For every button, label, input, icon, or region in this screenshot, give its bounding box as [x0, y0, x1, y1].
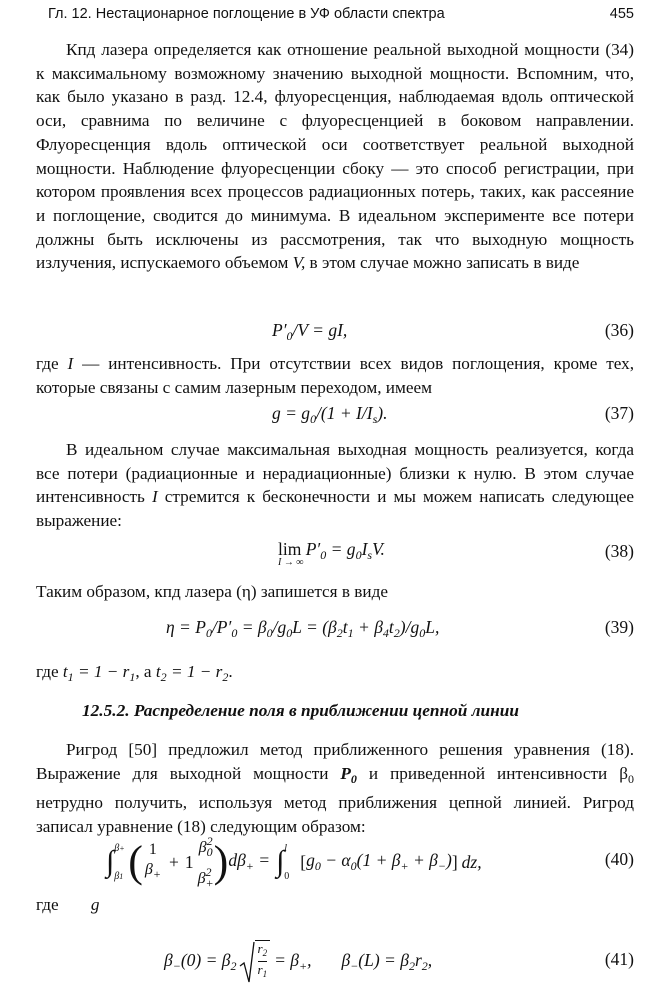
paragraph-laser-efficiency	[36, 38, 634, 275]
paragraph-ideal-case: В идеальном случае максимальная выходная мощность реализуется, когда все потери (радиационные и нерадиационные) близки к нулю. В этом случае интенсивность I стремится к бесконечности и мы можем написать следующее выражение:	[36, 440, 635, 531]
chapter-title: Гл. 12. Нестационарное поглощение в УФ области спектра	[48, 6, 445, 22]
equation-number: (40)	[604, 849, 634, 869]
equation-body: lim I → ∞ $P'_0 = g_0I_sV$.	[278, 539, 385, 568]
equation-38	[36, 539, 634, 579]
sqrt-sign-icon	[239, 940, 255, 984]
paragraph-where-t: где $t_1 = 1 - r_1$, а $t_2 = 1 - r_2$.	[36, 662, 233, 684]
equation-37	[36, 403, 634, 429]
equation-body: $\eta = P_0/P'_0 = \beta_0/g_0L = (\beta_2t_1 + \beta_4t_2)/g_0L$,	[166, 617, 440, 640]
page-number: 455	[609, 6, 634, 22]
volume-symbol: V,	[292, 253, 306, 273]
equation-body: $P'_0/V$ = gI,	[272, 320, 348, 343]
equation-body: $g = g_0/(1 + I/I_s)$.	[272, 403, 388, 426]
equation-36	[36, 320, 634, 346]
equation-number: (41)	[604, 949, 634, 969]
equation-number: (39)	[604, 617, 634, 637]
equation-number: (37)	[604, 403, 634, 423]
running-header	[48, 6, 634, 26]
paragraph-text: Кпд лазера определяется как отношение реальной выходной мощности (34) к максимальному возможному значению выходной мощности. Вспомним, что, как было указано в разд. 12.4, флуоресценция, наблюдаемая вдоль оптической оси, сравнима по величине с флуоресценцией в боковом направлении. Флуоресценция вдоль оптической оси соответствует реальной выходной мощности. Наблюдение флуоресценции сбоку — это способ регистрации, при котором проявления всех процессов радиационных потерь, таких, как рассеяние и поглощение, сводится до минимума. В идеальном эксперименте все потери должны быть исключены из рассмотрения, так что выходную мощность излучения, испускаемого объемом	[36, 40, 634, 273]
equation-number: (36)	[604, 320, 634, 340]
paragraph-text-end: в этом случае можно записать в виде	[309, 253, 580, 273]
paragraph-intensity: где I — интенсивность. При отсутствии всех видов поглощения, кроме тех, которые связаны с самим лазерным переходом, имеем	[36, 354, 635, 397]
equation-41	[36, 932, 634, 992]
equation-body: ∫ β+ β1 ( 1 $\beta_+$ + 1 $\beta^2_0$ $\beta^2_+$ ) $d\beta_+$ = ∫ l 0 [ $g_0 - \alpha_0(1 + \beta_+ + \beta_-)$ ] dz,	[106, 834, 482, 890]
paragraph-efficiency: Таким образом, кпд лазера (η) запишется в виде	[36, 582, 388, 601]
section-heading: 12.5.2. Распределение поля в приближении цепной линии	[82, 701, 519, 720]
paragraph-rigrod: Ригрод [50] предложил метод приближенного решения уравнения (18). Выражение для выходной мощности $P_0$ и приведенной интенсивности $\beta_0$ нетрудно получить, используя метод приближения цепной линией. Ригрод записал уравнение (18) следующим образом:	[36, 740, 634, 837]
equation-number: (38)	[604, 541, 634, 561]
equation-40	[36, 832, 634, 892]
power-symbol: $P_0$	[340, 763, 357, 786]
intensity-symbol: I	[67, 354, 74, 373]
paragraph-where-g: где g	[36, 895, 100, 914]
intensity-symbol: I	[151, 487, 158, 507]
equation-body: $\beta_-(0) = \beta_2$ $r_2$ $r_1$ = $\beta_+$, $\beta_-(L) = \beta_2r_2$,	[164, 932, 432, 992]
equation-39	[36, 617, 634, 643]
